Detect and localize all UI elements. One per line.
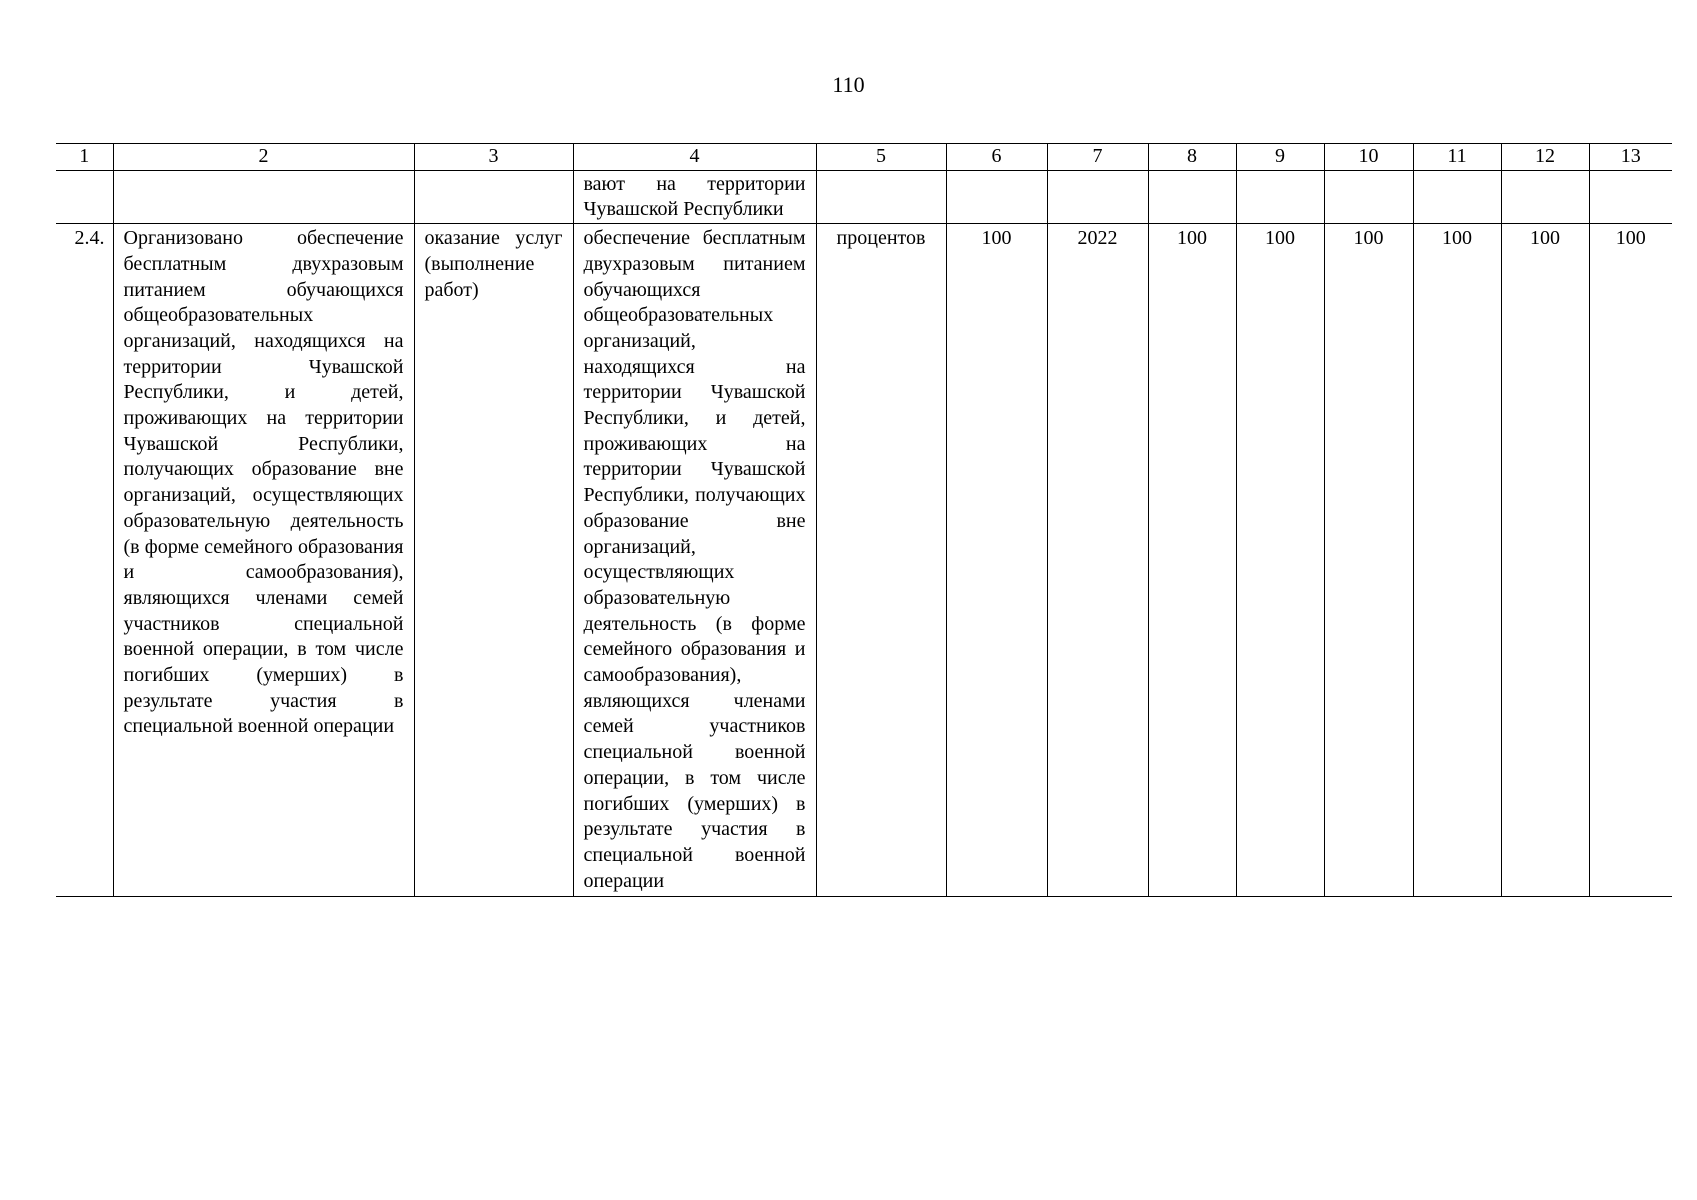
table-header-row	[56, 144, 1672, 171]
column-number-header: 6	[946, 144, 1047, 171]
value-col-8: 100	[1148, 224, 1236, 897]
table-cell	[1413, 170, 1501, 223]
table-cell	[1236, 170, 1324, 223]
table-cell	[113, 170, 414, 223]
table-cell	[573, 170, 816, 223]
column-number-header: 10	[1324, 144, 1413, 171]
value-col-13: 100	[1589, 224, 1672, 897]
value-col-12: 100	[1501, 224, 1589, 897]
table-cell	[1148, 170, 1236, 223]
table-cell	[414, 170, 573, 223]
column-number-header: 11	[1413, 144, 1501, 171]
table-cell	[1501, 170, 1589, 223]
table-cell	[816, 170, 946, 223]
result-type: оказание услуг (выполнение работ)	[424, 227, 563, 301]
table-cell	[1324, 170, 1413, 223]
value-col-9: 100	[1236, 224, 1324, 897]
value-col-11: 100	[1413, 224, 1501, 897]
result-description: Организовано обеспечение бесплатным двухразовым питанием обучающихся общеобразовательных организаций, находящихся на территории Чувашской Республики, и детей, проживающих на территории Чувашской Республики, получающих образование вне организаций, осуществляющих образовательную деятельность (в форме семейного образования и самообразования), являющихся членами семей участников специальной военной операции, в том числе погибших (умерших) в результате участия в специальной военной операции	[123, 227, 404, 738]
base-value: 100	[946, 224, 1047, 897]
continued-indicator-text: вают на территории Чувашской Республики	[583, 172, 806, 221]
column-number-header: 9	[1236, 144, 1324, 171]
column-number-header: 7	[1047, 144, 1148, 171]
indicators-table	[56, 143, 1672, 897]
continuation-row	[56, 170, 1672, 223]
table-cell	[56, 170, 113, 223]
column-number-header: 4	[573, 144, 816, 171]
indicator-cell	[573, 224, 816, 897]
column-number-header: 1	[56, 144, 113, 171]
row-index: 2.4.	[56, 224, 113, 897]
column-number-header: 12	[1501, 144, 1589, 171]
table-cell	[946, 170, 1047, 223]
column-number-header: 3	[414, 144, 573, 171]
value-col-10: 100	[1324, 224, 1413, 897]
indicator-text: обеспечение бесплатным двухразовым питанием обучающихся общеобразовательных организаций, находящихся на территории Чувашской Республики, и детей, проживающих на территории Чувашской Республики, получающих образование вне организаций, осуществляющих образовательную деятельность (в форме семейного образования и самообразования), являющихся членами семей участников специальной военной операции, в том числе погибших (умерших) в результате участия в специальной военной операции	[583, 227, 806, 892]
unit-of-measure: процентов	[816, 224, 946, 897]
table-cell	[1589, 170, 1672, 223]
result-description-cell	[113, 224, 414, 897]
page-number: 110	[832, 72, 865, 97]
column-number-header: 5	[816, 144, 946, 171]
table-cell	[1047, 170, 1148, 223]
result-type-cell	[414, 224, 573, 897]
column-number-header: 13	[1589, 144, 1672, 171]
column-number-header: 8	[1148, 144, 1236, 171]
base-year: 2022	[1047, 224, 1148, 897]
table-row	[56, 224, 1672, 897]
column-number-header: 2	[113, 144, 414, 171]
